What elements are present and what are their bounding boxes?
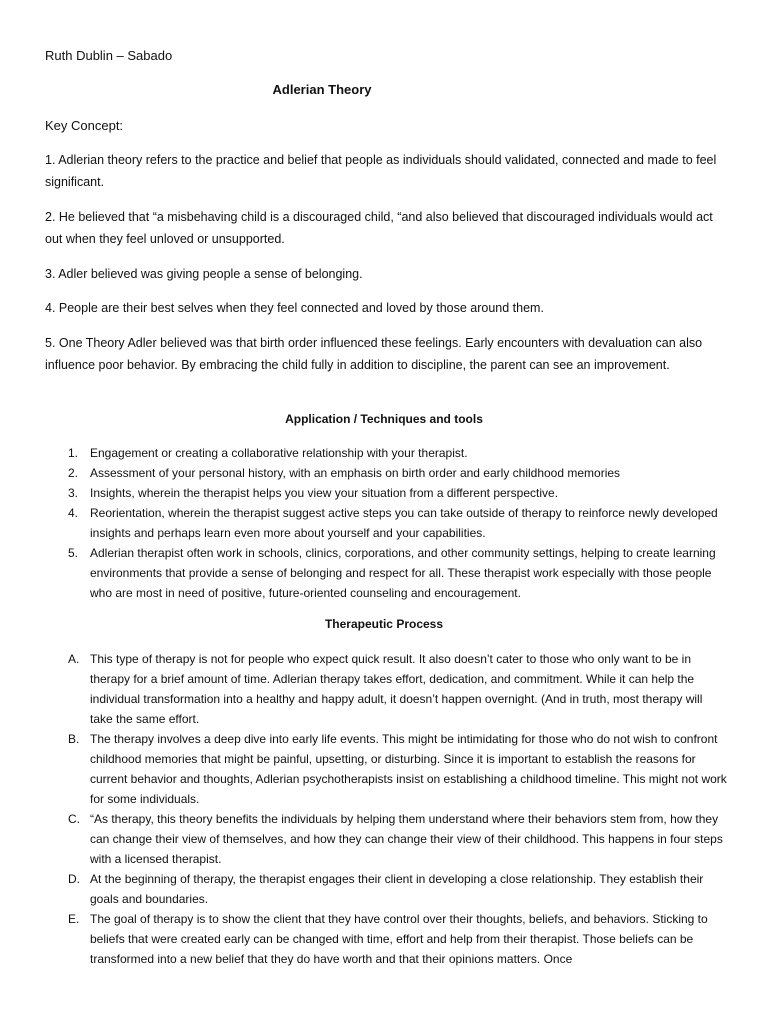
key-concept-4: 4. People are their best selves when they feel connected and loved by those around them. — [45, 301, 544, 315]
process-list — [68, 649, 728, 969]
process-heading: Therapeutic Process — [324, 617, 444, 631]
list-item: 5. Adlerian therapist often work in schools, clinics, corporations, and other community settings, helping to create learning environments that provide a sense of belonging and respect for all. These therapist work especially with those people who are most in need of positive, future-oriented counseling and encouragement. — [68, 546, 716, 600]
key-concept-label: Key Concept: — [45, 118, 124, 133]
list-item: A. This type of therapy is not for people who expect quick result. It also doesn’t cater to those who only want to be in therapy for a brief amount of time. Adlerian therapy takes effort, dedication, and commitment. While it can help the individual transformation into a healthy and happy adult, it doesn’t happen overnight. (And in truth, most therapy will take the same effort. — [68, 652, 703, 726]
key-concept-5: 5. One Theory Adler believed was that birth order influenced these feelings. Early encounters with devaluation can also influence poor behavior. By embracing the child fully in addition to discipline, the parent can see an improvement. — [45, 336, 703, 372]
key-concept-3: 3. Adler believed was giving people a sense of belonging. — [45, 267, 363, 281]
application-list — [68, 443, 728, 603]
list-item: C. “As therapy, this theory benefits the individuals by helping them understand where their behaviors stem from, how they can change their view of themselves, and how they can change their view of their childhood. This happens in four steps with a licensed therapist. — [68, 812, 723, 866]
list-item: 4. Reorientation, wherein the therapist suggest active steps you can take outside of therapy to reinforce newly developed insights and perhaps learn even more about yourself and your capabilities. — [68, 506, 718, 540]
list-item: 1. Engagement or creating a collaborative relationship with your therapist. — [68, 446, 468, 460]
list-item: 2. Assessment of your personal history, with an emphasis on birth order and early childhood memories — [68, 466, 621, 480]
list-item: E. The goal of therapy is to show the client that they have control over their thoughts, beliefs, and behaviors. Sticking to beliefs that were created early can be changed with time, effort and help from their therapist. Those beliefs can be transformed into a new belief that they do have worth and that their opinions matters. Once — [68, 912, 708, 966]
list-item: 3. Insights, wherein the therapist helps you view your situation from a different perspective. — [68, 486, 559, 500]
author-line: Ruth Dublin – Sabado — [45, 48, 173, 63]
application-heading: Application / Techniques and tools — [285, 412, 483, 426]
key-concept-2: 2. He believed that “a misbehaving child is a discouraged child, “and also believed that discouraged individuals would act out when they feel unloved or unsupported. — [45, 210, 713, 246]
key-concept-1: 1. Adlerian theory refers to the practice and belief that people as individuals should validated, connected and made to feel significant. — [45, 153, 717, 189]
document-title: Adlerian Theory — [272, 82, 372, 97]
list-item: B. The therapy involves a deep dive into early life events. This might be intimidating for those who do not wish to confront childhood memories that might be painful, upsetting, or disturbing. Since it is important to establish the reasons for current behavior and thoughts, Adlerian psychotherapists insist on establishing a childhood timeline. This might not work for some individuals. — [68, 732, 727, 806]
list-item: D. At the beginning of therapy, the therapist engages their client in developing a close relationship. They establish their goals and boundaries. — [68, 872, 704, 906]
